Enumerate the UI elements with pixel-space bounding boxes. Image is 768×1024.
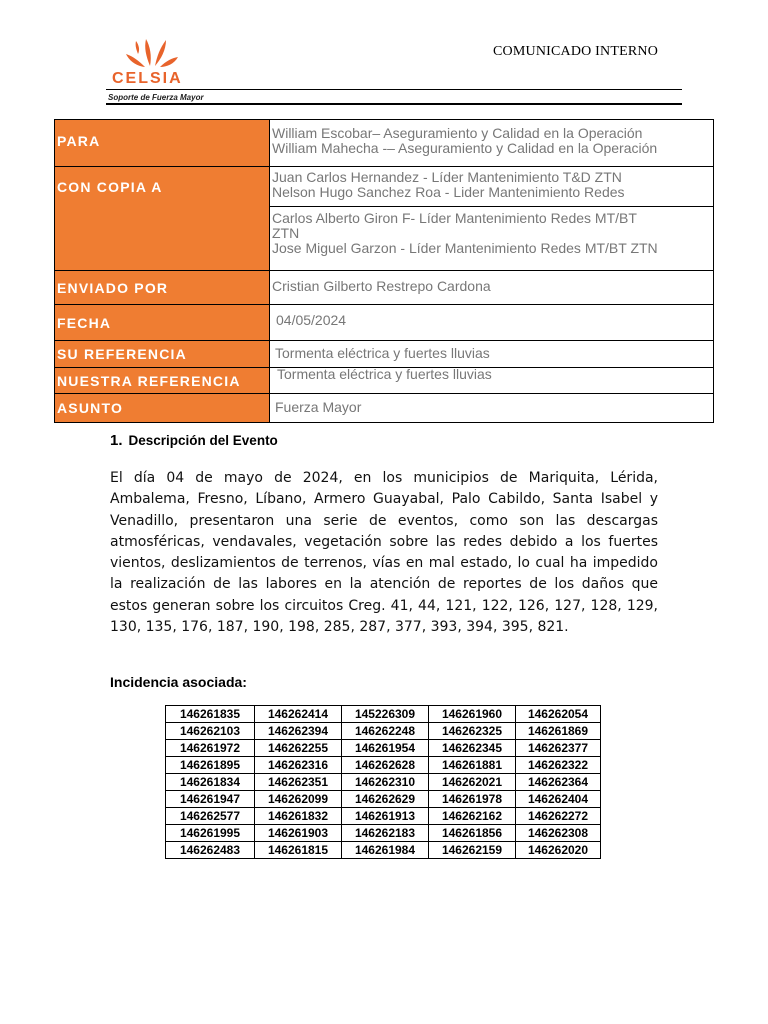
incidencia-cell: 146261834 [166,774,255,791]
incidencia-cell: 146262162 [429,808,516,825]
header-subtitle: Soporte de Fuerza Mayor [108,93,204,102]
incidencia-cell: 146261978 [429,791,516,808]
table-row [166,774,601,791]
value-copia [269,167,713,270]
incidencia-cell: 146261832 [255,808,342,825]
section-heading [110,432,278,449]
incidencia-cell: 146262308 [516,825,601,842]
incidencia-cell: 146262310 [342,774,429,791]
value-su-referencia: Tormenta eléctrica y fuertes lluvias [269,341,713,367]
incidencia-cell: 146262628 [342,757,429,774]
row-fecha [54,304,714,340]
incidencia-cell: 146262629 [342,791,429,808]
para-line: William Escobar– Aseguramiento y Calidad en la Operación [272,125,643,141]
incidencia-cell: 146261815 [255,842,342,859]
incidencia-cell: 146261984 [342,842,429,859]
row-copia [54,166,714,270]
label-asunto: ASUNTO [55,394,269,422]
incidencia-cell: 146262325 [429,723,516,740]
row-para [54,119,714,166]
label-fecha: FECHA [55,305,269,340]
copia-line: Nelson Hugo Sanchez Roa - Lider Mantenimiento Redes [272,184,625,200]
incidencia-cell: 146262377 [516,740,601,757]
incidencia-cell: 146262248 [342,723,429,740]
table-row [166,723,601,740]
incidencia-cell: 146261954 [342,740,429,757]
incidencia-cell: 146262577 [166,808,255,825]
incidencia-cell: 146261960 [429,706,516,723]
incidencia-cell: 146261995 [166,825,255,842]
table-row [166,757,601,774]
copia-line: Juan Carlos Hernandez - Líder Mantenimiento T&D ZTN [272,169,622,185]
value-fecha: 04/05/2024 [269,305,713,340]
copia-line: Jose Miguel Garzon - Líder Mantenimiento Redes MT/BT ZTN [272,240,658,256]
incidencia-cell: 146262021 [429,774,516,791]
section-number: 1. [110,432,123,449]
table-row [166,825,601,842]
row-su-referencia [54,340,714,367]
row-enviado [54,270,714,304]
incidencia-cell: 146261972 [166,740,255,757]
table-row [166,706,601,723]
routing-table [54,119,714,423]
copia-block-1 [270,167,713,206]
document-type: COMUNICADO INTERNO [493,44,658,59]
incidencia-cell: 146261881 [429,757,516,774]
value-para [269,120,713,166]
label-para: PARA [55,120,269,166]
incidencia-cell: 146262364 [516,774,601,791]
copia-line: Carlos Alberto Giron F- Líder Mantenimiento Redes MT/BT [272,210,637,226]
logo-wordmark: CELSIA [112,70,183,87]
para-line: William Mahecha -– Aseguramiento y Calidad en la Operación [272,140,658,156]
incidencia-cell: 146262272 [516,808,601,825]
incidencia-cell: 146261913 [342,808,429,825]
incidencia-cell: 146262103 [166,723,255,740]
incidencia-cell: 146261903 [255,825,342,842]
incidencia-cell: 146262183 [342,825,429,842]
incidencia-cell: 146262020 [516,842,601,859]
table-row [166,791,601,808]
event-description: El día 04 de mayo de 2024, en los municipios de Mariquita, Lérida, Ambalema, Fresno, Líbano, Armero Guayabal, Palo Cabildo, Santa Isabel y Venadillo, presentaron una serie de eventos, como son las descargas atmosféricas, vendavales, vegetación sobre las redes debido a los fuertes vientos, deslizamientos de terrenos, vías en mal estado, lo cual ha impedido la realización de las labores en la atención de reportes de los daños que estos generan sobre los circuitos Creg. 41, 44, 121, 122, 126, 127, 128, 129, 130, 135, 176, 187, 190, 198, 285, 287, 377, 393, 394, 395, 821. [110,470,658,636]
label-copia: CON COPIA A [55,167,269,270]
label-enviado: ENVIADO POR [55,271,269,304]
row-asunto [54,393,714,423]
header-rule-thin [106,89,682,90]
incidencia-cell: 146262316 [255,757,342,774]
incidencia-cell: 146262099 [255,791,342,808]
incidencia-cell: 146261835 [166,706,255,723]
label-su-referencia: SU REFERENCIA [55,341,269,367]
incidencia-cell: 146262351 [255,774,342,791]
section-title: Descripción del Evento [128,433,278,448]
incidencia-cell: 145226309 [342,706,429,723]
incidencia-cell: 146262159 [429,842,516,859]
incidencia-cell: 146261869 [516,723,601,740]
incidencia-cell: 146262345 [429,740,516,757]
header-rule-thick [106,103,682,105]
incidencia-table [165,705,601,859]
incidencia-cell: 146262414 [255,706,342,723]
incidencia-cell: 146262483 [166,842,255,859]
value-nuestra-referencia: Tormenta eléctrica y fuertes lluvias [269,368,713,393]
table-row [166,740,601,757]
table-row [166,842,601,859]
incidencia-cell: 146261895 [166,757,255,774]
incidencia-heading: Incidencia asociada: [110,674,247,690]
table-row [166,808,601,825]
incidencia-cell: 146262322 [516,757,601,774]
value-asunto: Fuerza Mayor [269,394,713,422]
incidencia-cell: 146262255 [255,740,342,757]
copia-block-2 [270,206,713,270]
value-enviado: Cristian Gilberto Restrepo Cardona [269,271,713,304]
incidencia-cell: 146262394 [255,723,342,740]
incidencia-cell: 146262054 [516,706,601,723]
row-nuestra-referencia [54,367,714,393]
incidencia-cell: 146261947 [166,791,255,808]
copia-line: ZTN [272,225,300,241]
incidencia-cell: 146262404 [516,791,601,808]
label-nuestra-referencia: NUESTRA REFERENCIA [55,368,269,393]
incidencia-cell: 146261856 [429,825,516,842]
